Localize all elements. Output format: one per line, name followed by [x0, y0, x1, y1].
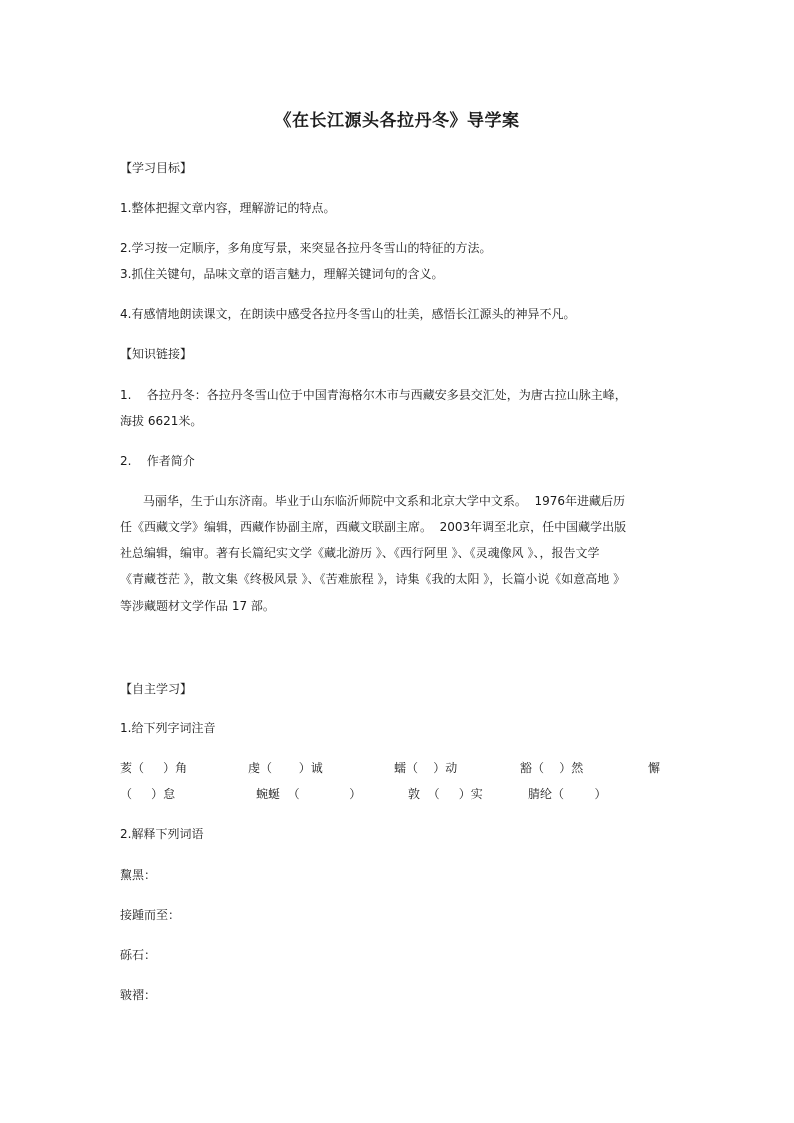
- question-1: 1.给下列字词注音: [120, 721, 216, 735]
- pinyin-item: 豁（ ）然: [520, 761, 584, 775]
- knowledge-item-2: 2. 作者简介: [120, 454, 195, 468]
- pinyin-row-1: [120, 760, 680, 776]
- page-title: 《在长江源头各拉丹冬》导学案: [274, 111, 520, 131]
- bio-line: 等涉藏题材文学作品 17 部。: [120, 599, 275, 613]
- term-line: 黧黑：: [120, 868, 157, 882]
- knowledge-item-1: 1. 各拉丹冬：各拉丹冬雪山位于中国青海格尔木市与西藏安多县交汇处，为唐古拉山脉主峰，: [120, 388, 627, 402]
- term-line: 砾石：: [120, 948, 157, 962]
- self-study-heading: 【自主学习】: [120, 682, 193, 696]
- objective-item: 4.有感情地朗读课文，在朗读中感受各拉丹冬雪山的壮美，感悟长江源头的神异不凡。: [120, 307, 576, 321]
- pinyin-item: （ ）怠: [120, 787, 176, 801]
- pinyin-item: 懈: [648, 761, 661, 775]
- objectives-heading: 【学习目标】: [120, 161, 193, 175]
- pinyin-row-2: [120, 786, 680, 802]
- pinyin-item: 敦 （ ）实: [408, 787, 483, 801]
- pinyin-item: 蜿蜒 （ ）: [256, 787, 362, 801]
- objective-item: 3.抓住关键句，品味文章的语言魅力，理解关键词句的含义。: [120, 267, 444, 281]
- bio-line: 任《西藏文学》编辑，西藏作协副主席，西藏文联副主席。 2003年调至北京，任中国藏学出版: [120, 520, 627, 534]
- term-line: 接踵而至：: [120, 908, 181, 922]
- bio-line: 社总编辑，编审。著有长篇纪实文学《藏北游历 》、《西行阿里 》、《灵魂像风 》、，报告文学: [120, 546, 600, 560]
- knowledge-heading: 【知识链接】: [120, 347, 193, 361]
- objective-item: 1.整体把握文章内容，理解游记的特点。: [120, 201, 336, 215]
- pinyin-item: 荄（ ）角: [120, 761, 188, 775]
- term-line: 皲褶：: [120, 988, 157, 1002]
- knowledge-item-1-cont: 海拔 6621米。: [120, 414, 203, 428]
- bio-line: 《青藏苍茫 》，散文集《终极风景 》、《苦难旅程 》，诗集《我的太阳 》，长篇小说《如意高地 》: [120, 572, 626, 586]
- bio-line: 马丽华，生于山东济南。毕业于山东临沂师院中文系和北京大学中文系。 1976年进藏后历: [120, 494, 626, 508]
- pinyin-item: 虔（ ）诚: [248, 761, 323, 775]
- objective-item: 2.学习按一定顺序，多角度写景，来突显各拉丹冬雪山的特征的方法。: [120, 241, 492, 255]
- question-2: 2.解释下列词语: [120, 827, 204, 841]
- pinyin-item: 蠕（ ）动: [394, 761, 458, 775]
- pinyin-item: 腈纶（ ）: [528, 787, 607, 801]
